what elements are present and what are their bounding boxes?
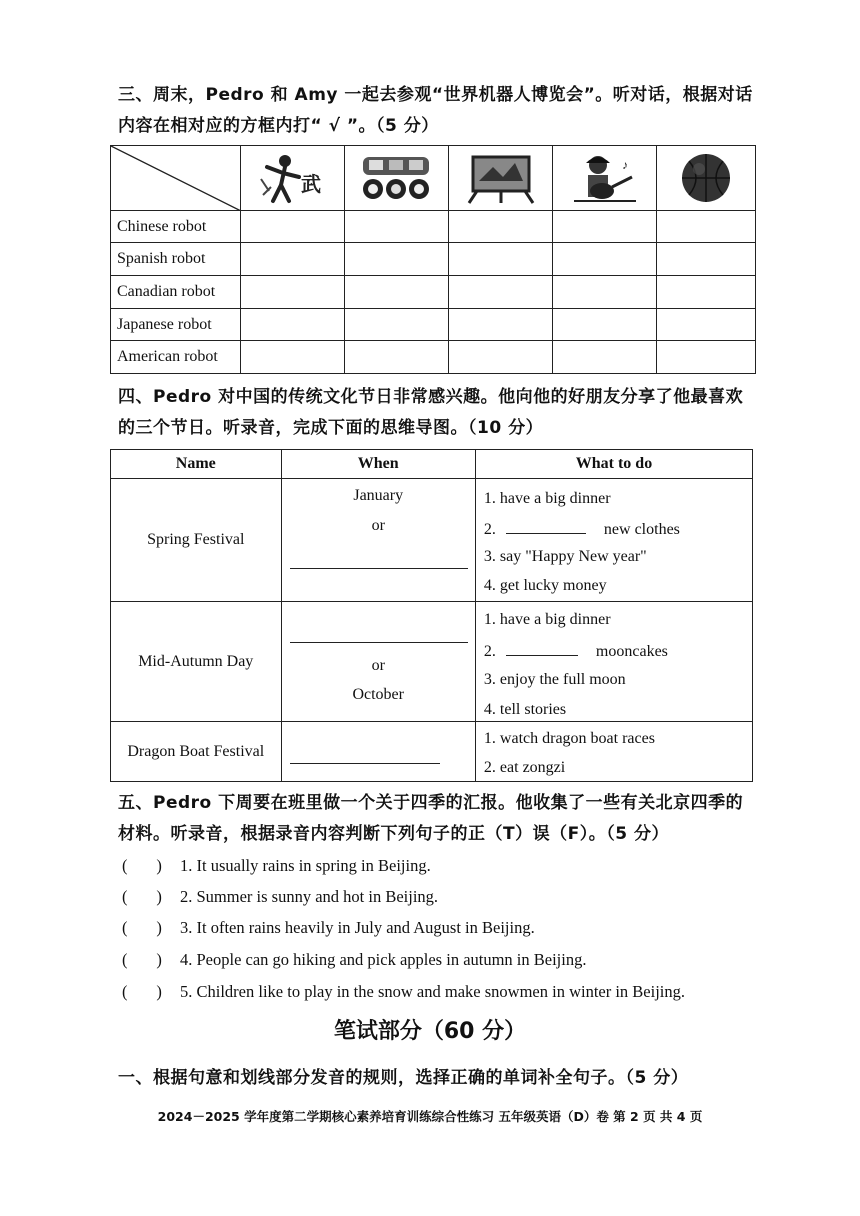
todo-item: 1. have a big dinner — [483, 490, 611, 507]
answer-blank[interactable] — [506, 519, 586, 534]
tf-statement: 3. It often rains heavily in July and August in Beijing. — [180, 918, 535, 937]
table-row — [111, 211, 756, 243]
when-text: or — [371, 517, 385, 534]
header-when: When — [281, 450, 475, 479]
table-row — [111, 276, 756, 309]
tf-item — [122, 856, 431, 876]
kungfu-icon — [255, 151, 329, 205]
svg-text:武: 武 — [301, 172, 322, 196]
todo-item: 3. say "Happy New year" — [483, 548, 647, 565]
tf-item — [122, 982, 685, 1002]
festival-name: Dragon Boat Festival — [111, 722, 282, 782]
tf-item — [122, 918, 535, 938]
robot-table — [110, 145, 756, 374]
todo-cell — [475, 602, 752, 722]
check-box[interactable] — [241, 211, 345, 243]
section4-instruction-line1: 四、Pedro 对中国的传统文化节日非常感兴趣。他向他的好朋友分享了他最喜欢 — [118, 387, 744, 407]
written-question-1: 一、根据句意和划线部分发音的规则，选择正确的单词补全句子。（5 分） — [118, 1068, 689, 1088]
table-row — [111, 602, 753, 722]
check-box[interactable] — [344, 243, 449, 276]
festival-name: Mid-Autumn Day — [111, 602, 282, 722]
todo-cell — [475, 722, 752, 782]
check-box[interactable] — [344, 341, 449, 374]
todo-item: 3. enjoy the full moon — [483, 671, 626, 688]
basketball-icon — [669, 151, 743, 205]
tf-item — [122, 950, 586, 970]
todo-cell — [475, 479, 752, 602]
diagonal-header-cell — [111, 146, 241, 211]
todo-text: new clothes — [603, 521, 680, 538]
picture-cell-guitar — [552, 146, 657, 211]
todo-item — [484, 641, 668, 661]
when-cell — [281, 602, 475, 722]
check-box[interactable] — [449, 243, 553, 276]
check-box[interactable] — [449, 276, 553, 309]
check-box[interactable] — [449, 341, 553, 374]
todo-number: 2. — [483, 521, 496, 538]
section4-instruction — [118, 382, 758, 444]
table-row — [111, 341, 756, 374]
check-box[interactable] — [344, 309, 449, 341]
when-cell — [281, 479, 475, 602]
section4-instruction-line2: 的三个节日。听录音，完成下面的思维导图。（10 分） — [118, 418, 544, 438]
check-box[interactable] — [552, 341, 657, 374]
row-label: Canadian robot — [111, 276, 241, 309]
check-box[interactable] — [657, 211, 756, 243]
check-box[interactable] — [241, 243, 345, 276]
section5-instruction-line1: 五、Pedro 下周要在班里做一个关于四季的汇报。他收集了一些有关北京四季的 — [118, 793, 744, 813]
tf-item — [122, 887, 438, 907]
check-box[interactable] — [449, 309, 553, 341]
guitar-singer-icon — [568, 151, 642, 205]
table-row — [111, 722, 753, 782]
table-row — [111, 309, 756, 341]
festival-name: Spring Festival — [111, 479, 282, 602]
when-cell — [281, 722, 475, 782]
check-box[interactable] — [552, 309, 657, 341]
todo-number: 2. — [483, 643, 496, 660]
answer-bracket[interactable]: ( ) — [122, 887, 162, 906]
todo-item: 1. watch dragon boat races — [483, 730, 655, 747]
todo-text: mooncakes — [595, 643, 668, 660]
when-text: January — [353, 487, 404, 504]
painting-icon — [463, 151, 537, 205]
check-box[interactable] — [657, 341, 756, 374]
tf-statement: 4. People can go hiking and pick apples in autumn in Beijing. — [180, 950, 587, 969]
header-name: Name — [111, 450, 282, 479]
section3-instruction-line1: 三、周末，Pedro 和 Amy 一起去参观“世界机器人博览会”。听对话，根据对话 — [118, 85, 753, 105]
picture-cell-painting — [449, 146, 553, 211]
todo-item: 4. tell stories — [483, 701, 567, 718]
table-row — [111, 243, 756, 276]
check-box[interactable] — [241, 276, 345, 309]
table-row — [111, 479, 753, 602]
answer-bracket[interactable]: ( ) — [122, 982, 162, 1001]
festival-table — [110, 449, 753, 782]
todo-item: 4. get lucky money — [483, 577, 607, 594]
picture-cell-basketball — [657, 146, 756, 211]
answer-blank[interactable] — [290, 763, 440, 764]
check-box[interactable] — [241, 341, 345, 374]
check-box[interactable] — [344, 276, 449, 309]
row-label: Japanese robot — [111, 309, 241, 341]
svg-text:♪: ♪ — [621, 158, 628, 172]
picture-cell-sushi — [344, 146, 449, 211]
section5-instruction-line2: 材料。听录音，根据录音内容判断下列句子的正（T）误（F）。（5 分） — [118, 824, 669, 844]
answer-bracket[interactable]: ( ) — [122, 856, 162, 875]
answer-blank[interactable] — [290, 568, 468, 569]
todo-item: 1. have a big dinner — [483, 611, 611, 628]
page-footer: 2024－2025 学年度第二学期核心素养培育训练综合性练习 五年级英语（D）卷 第 2 页 共 4 页 — [157, 1109, 703, 1124]
answer-bracket[interactable]: ( ) — [122, 918, 162, 937]
check-box[interactable] — [552, 243, 657, 276]
when-text: October — [352, 686, 404, 703]
tf-statement: 2. Summer is sunny and hot in Beijing. — [180, 887, 439, 906]
check-box[interactable] — [241, 309, 345, 341]
check-box[interactable] — [552, 211, 657, 243]
row-label: Spanish robot — [111, 243, 241, 276]
answer-blank[interactable] — [506, 641, 578, 656]
todo-item: 2. eat zongzi — [483, 759, 566, 776]
sushi-icon — [359, 151, 433, 205]
todo-item — [484, 519, 680, 539]
row-label: American robot — [111, 341, 241, 374]
answer-blank[interactable] — [290, 642, 468, 643]
answer-bracket[interactable]: ( ) — [122, 950, 162, 969]
when-text: or — [371, 657, 385, 674]
written-section-title: 笔试部分（60 分） — [333, 1019, 527, 1044]
check-box[interactable] — [657, 243, 756, 276]
check-box[interactable] — [449, 211, 553, 243]
picture-cell-kungfu — [241, 146, 345, 211]
row-label: Chinese robot — [111, 211, 241, 243]
check-box[interactable] — [344, 211, 449, 243]
check-box[interactable] — [552, 276, 657, 309]
check-box[interactable] — [657, 276, 756, 309]
tf-statement: 1. It usually rains in spring in Beijing. — [180, 856, 431, 875]
check-box[interactable] — [657, 309, 756, 341]
section3-instruction-line2: 内容在相对应的方框内打“ √ ”。（5 分） — [118, 116, 439, 136]
diagonal-line — [111, 146, 241, 211]
tf-statement: 5. Children like to play in the snow and make snowmen in winter in Beijing. — [180, 982, 686, 1001]
section5-instruction — [118, 788, 758, 850]
header-todo: What to do — [475, 450, 752, 479]
section3-instruction — [118, 80, 758, 142]
